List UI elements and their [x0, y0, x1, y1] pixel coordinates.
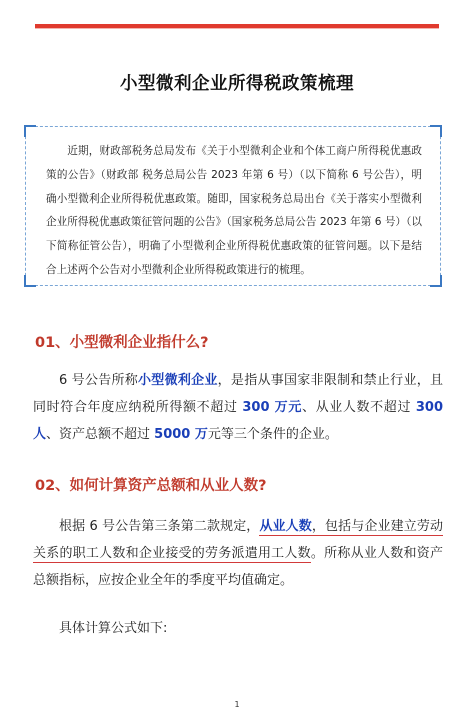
section-2-paragraph [33, 513, 443, 594]
corner-mark [430, 125, 442, 137]
highlight-value: 300 万元 [242, 400, 302, 415]
formula-intro: 具体计算公式如下: [59, 621, 168, 636]
page-title: 小型微利企业所得税政策梳理 [120, 74, 354, 94]
section-1-paragraph [33, 367, 443, 448]
text-run: 元等三个条件的企业。 [207, 427, 338, 442]
corner-mark [24, 125, 36, 137]
highlight-value: 5000 万 [154, 427, 208, 442]
top-red-rule [35, 24, 439, 28]
corner-mark [430, 275, 442, 287]
highlight-term: 从业人数 [259, 519, 312, 534]
highlight-term: 小型微利企业 [138, 373, 218, 388]
text-run: 、从业人数不超过 [301, 400, 416, 415]
intro-paragraph: 近期，财政部税务总局发布《关于小型微利企业和个体工商户所得税优惠政策的公告》（财政部 税务总局公告 2023 年第 6 号）（以下简称 6 号公告），明确小型微利企业所得税优惠政策。随即，国家税务总局出台《关于落实小型微利企业所得税优惠政策征管问题的公告》（国家税务总局公告 2023 年第 6 号）（以下简称征管公告），明确了小型微利企业所得税优惠政策的征管问题。以下是结合上述两个公告对小型微利企业所得税政策进行的梳理。 [46, 145, 422, 276]
section-2-heading: 02、如何计算资产总额和从业人数? [35, 478, 267, 494]
text-run: ，是指从事国家非限制和禁止行业，且同时符合年度应纳税所得额不超过 [33, 373, 443, 415]
highlight-value: 300 人 [33, 400, 443, 442]
underlined-text: ，包括与企业建立劳动关系的职工人数和企业接受的劳务派遣用工人数 [33, 519, 443, 561]
corner-mark [24, 275, 36, 287]
text-run: 根据 6 号公告第三条第二款规定， [59, 519, 260, 534]
intro-box [25, 126, 441, 286]
page-number: 1 [234, 700, 240, 709]
text-run: 。所称从业人数和资产总额指标，应按企业全年的季度平均值确定。 [33, 546, 443, 588]
section-1-heading: 01、小型微利企业指什么? [35, 335, 209, 351]
text-run: 、资产总额不超过 [46, 427, 155, 442]
text-run: 6 号公告所称 [59, 373, 139, 388]
